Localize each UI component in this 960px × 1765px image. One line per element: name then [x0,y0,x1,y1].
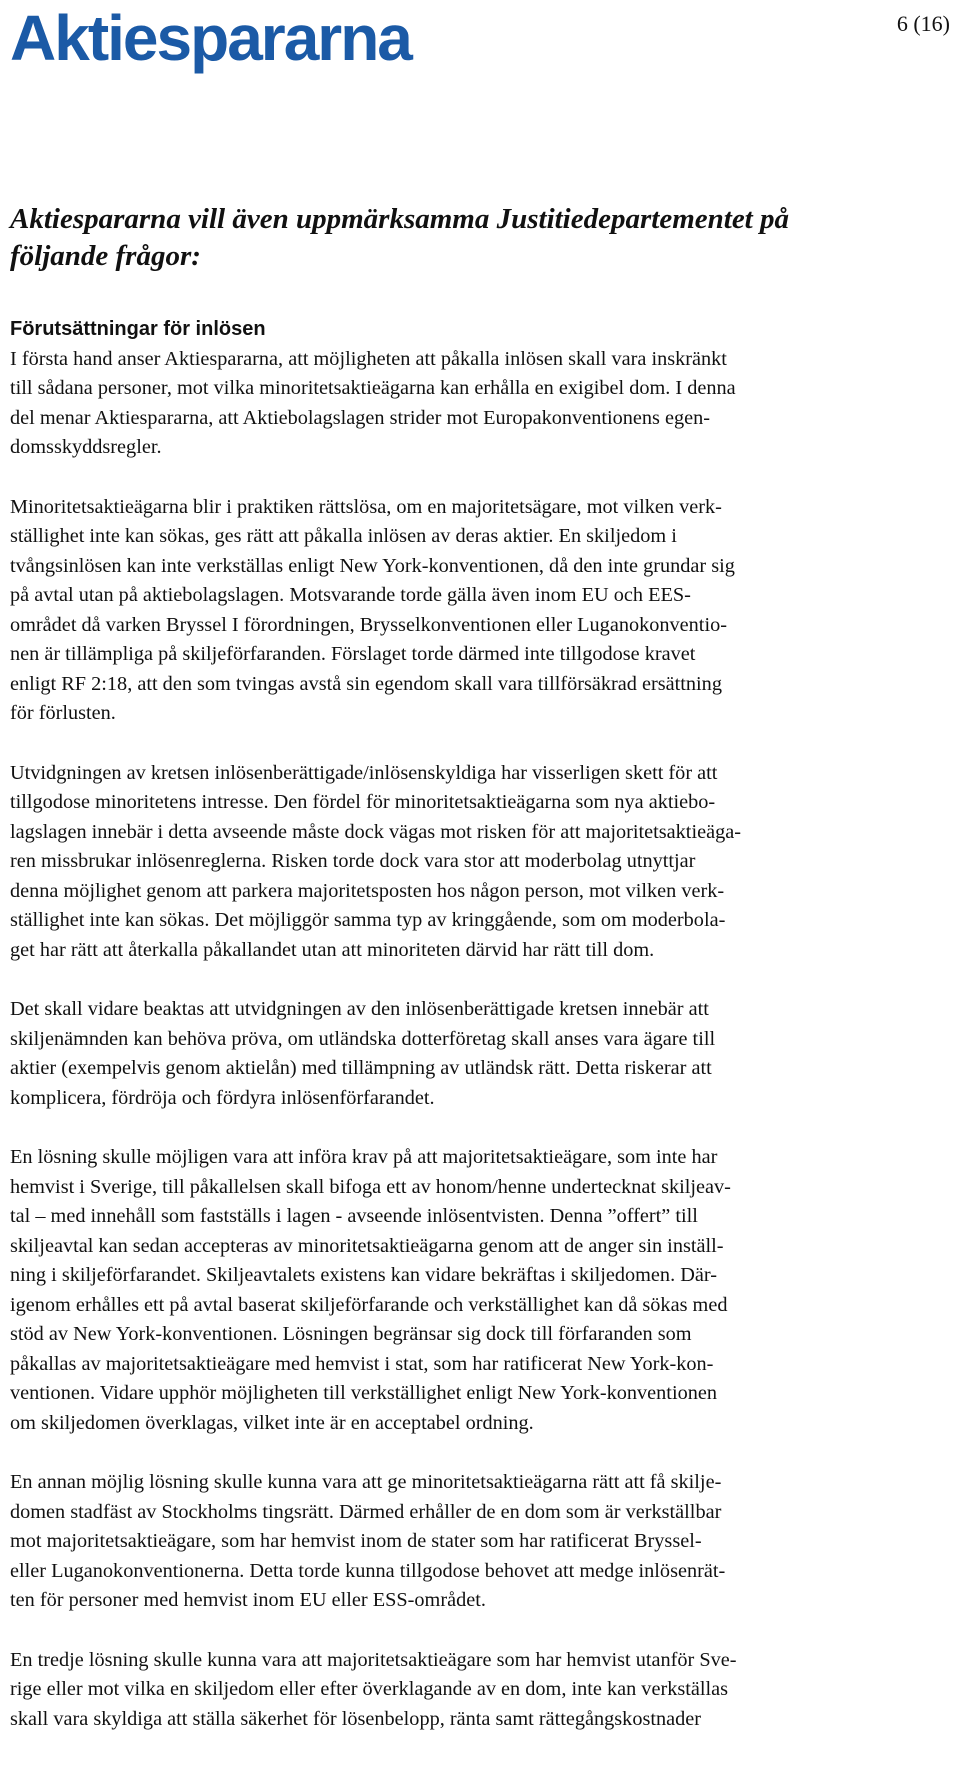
text-line: rige eller mot vilka en skiljedom eller efter överklagande av en dom, inte kan verkställas [10,1678,729,1700]
text-line: ställighet inte kan sökas. Det möjliggör samma typ av kringgående, som om moderbola- [10,909,726,931]
text-line: denna möjlighet genom att parkera majoritetsposten hos någon person, mot vilken verk- [10,879,725,902]
text-line: tillgodose minoritetens intresse. Den fördel för minoritetsaktieägarna som nya aktiebo- [10,791,716,813]
text-line: till sådana personer, mot vilka minoritetsaktieägarna kan erhålla en exigibel dom. I denna [10,377,736,399]
text-line: En tredje lösning skulle kunna vara att majoritetsaktieägare som har hemvist utanför Sve- [10,1648,737,1671]
text-line: En lösning skulle möjligen vara att införa krav på att majoritetsaktieägare, som inte har [10,1146,718,1168]
paragraph-3 [10,759,940,966]
text-line: skiljeavtal kan sedan accepteras av minoritetsaktieägarna genom att de anger sin inställ- [10,1234,724,1257]
text-line: get har rätt att återkalla påkallandet utan att minoriteten därvid har rätt till dom. [10,938,655,961]
text-line: stöd av New York-konventionen. Lösningen begränsar sig dock till förfaranden som [10,1323,692,1345]
text-line: skiljenämnden kan behöva pröva, om utländska dotterföretag skall anses vara ägare till [10,1027,716,1050]
aktiespararna-logo: Aktiespararna [10,2,411,74]
text-line: lagslagen innebär i detta avseende måste dock vägas mot risken för att majoritetsaktieäga- [10,820,741,843]
text-line: domen stadfäst av Stockholms tingsrätt. Därmed erhåller de en dom som är verkställbar [10,1500,722,1523]
heading-line: följande frågor: [10,240,201,272]
text-line: enligt RF 2:18, att den som tvingas avstå sin egendom skall vara tillförsäkrad ersättning [10,672,722,695]
text-line: skall vara skyldiga att ställa säkerhet för lösenbelopp, ränta samt rättegångskostnader [10,1707,702,1730]
text-line: området då varken Bryssel I förordningen, Brysselkonventionen eller Luganokonventio- [10,613,727,636]
text-line: nen är tillämpliga på skiljeförfaranden. Förslaget torde därmed inte tillgodose kravet [10,643,696,665]
text-line: tal – med innehåll som fastställs i lagen - avseende inlösentvisten. Denna ”offert” till [10,1205,698,1227]
text-line: ventionen. Vidare upphör möjligheten till verkställighet enligt New York-konventionen [10,1382,717,1404]
text-line: komplicera, fördröja och fördyra inlösenförfarandet. [10,1086,435,1109]
text-line: mot majoritetsaktieägare, som har hemvist inom de stater som har ratificerat Bryssel- [10,1530,702,1552]
paragraph-6 [10,1468,940,1616]
text-line: Minoritetsaktieägarna blir i praktiken rättslösa, om en majoritetsägare, mot vilken verk- [10,495,722,518]
section-subheading: Förutsättningar för inlösen [10,318,266,340]
text-line: ning i skiljeförfarandet. Skiljeavtalets existens kan vidare bekräftas i skiljedomen. Där- [10,1264,717,1286]
text-line: om skiljedomen överklagas, vilket inte är en acceptabel ordning. [10,1411,534,1434]
document-body [10,315,940,1764]
paragraph-7 [10,1646,940,1735]
text-line: En annan möjlig lösning skulle kunna vara att ge minoritetsaktieägarna rätt att få skilje- [10,1471,722,1493]
text-line: Det skall vidare beaktas att utvidgningen av den inlösenberättigade kretsen innebär att [10,998,709,1020]
paragraph-4 [10,995,940,1113]
text-line: tvångsinlösen kan inte verkställas enligt New York-konventionen, då den inte grundar sig [10,554,735,577]
paragraph-5 [10,1143,940,1438]
text-line: påkallas av majoritetsaktieägare med hemvist i stat, som har ratificerat New York-kon- [10,1352,714,1375]
text-line: på avtal utan på aktiebolagslagen. Motsvarande torde gälla även inom EU och EES- [10,584,691,606]
page-number: 6 (16) [896,11,950,36]
page-heading [10,201,910,275]
text-line: för förlusten. [10,702,116,724]
text-line: hemvist i Sverige, till påkallelsen skall bifoga ett av honom/henne undertecknat skiljeav- [10,1175,731,1198]
text-line: igenom erhålles ett på avtal baserat skiljeförfarande och verkställighet kan då sökas med [10,1293,728,1316]
text-line: ten för personer med hemvist inom EU eller ESS-området. [10,1589,486,1611]
text-line: aktier (exempelvis genom aktielån) med tillämpning av utländsk rätt. Detta riskerar att [10,1057,712,1079]
text-line: ställighet inte kan sökas, ges rätt att påkalla inlösen av deras aktier. En skiljedom i [10,525,677,547]
text-line: Utvidgningen av kretsen inlösenberättigade/inlösenskyldiga har visserligen skett för att [10,761,718,784]
text-line: ren missbrukar inlösenreglerna. Risken torde dock vara stor att moderbolag utnyttjar [10,850,696,872]
paragraph-1 [10,345,940,463]
paragraph-2 [10,493,940,729]
text-line: eller Luganokonventionerna. Detta torde kunna tillgodose behovet att medge inlösenrät- [10,1559,726,1582]
text-line: domsskyddsregler. [10,436,162,458]
heading-line: Aktiespararna vill även uppmärksamma Justitiedepartementet på [10,203,789,235]
text-line: I första hand anser Aktiespararna, att möjligheten att påkalla inlösen skall vara inskränkt [10,347,727,370]
text-line: del menar Aktiespararna, att Aktiebolagslagen strider mot Europakonventionens egen- [10,406,711,429]
